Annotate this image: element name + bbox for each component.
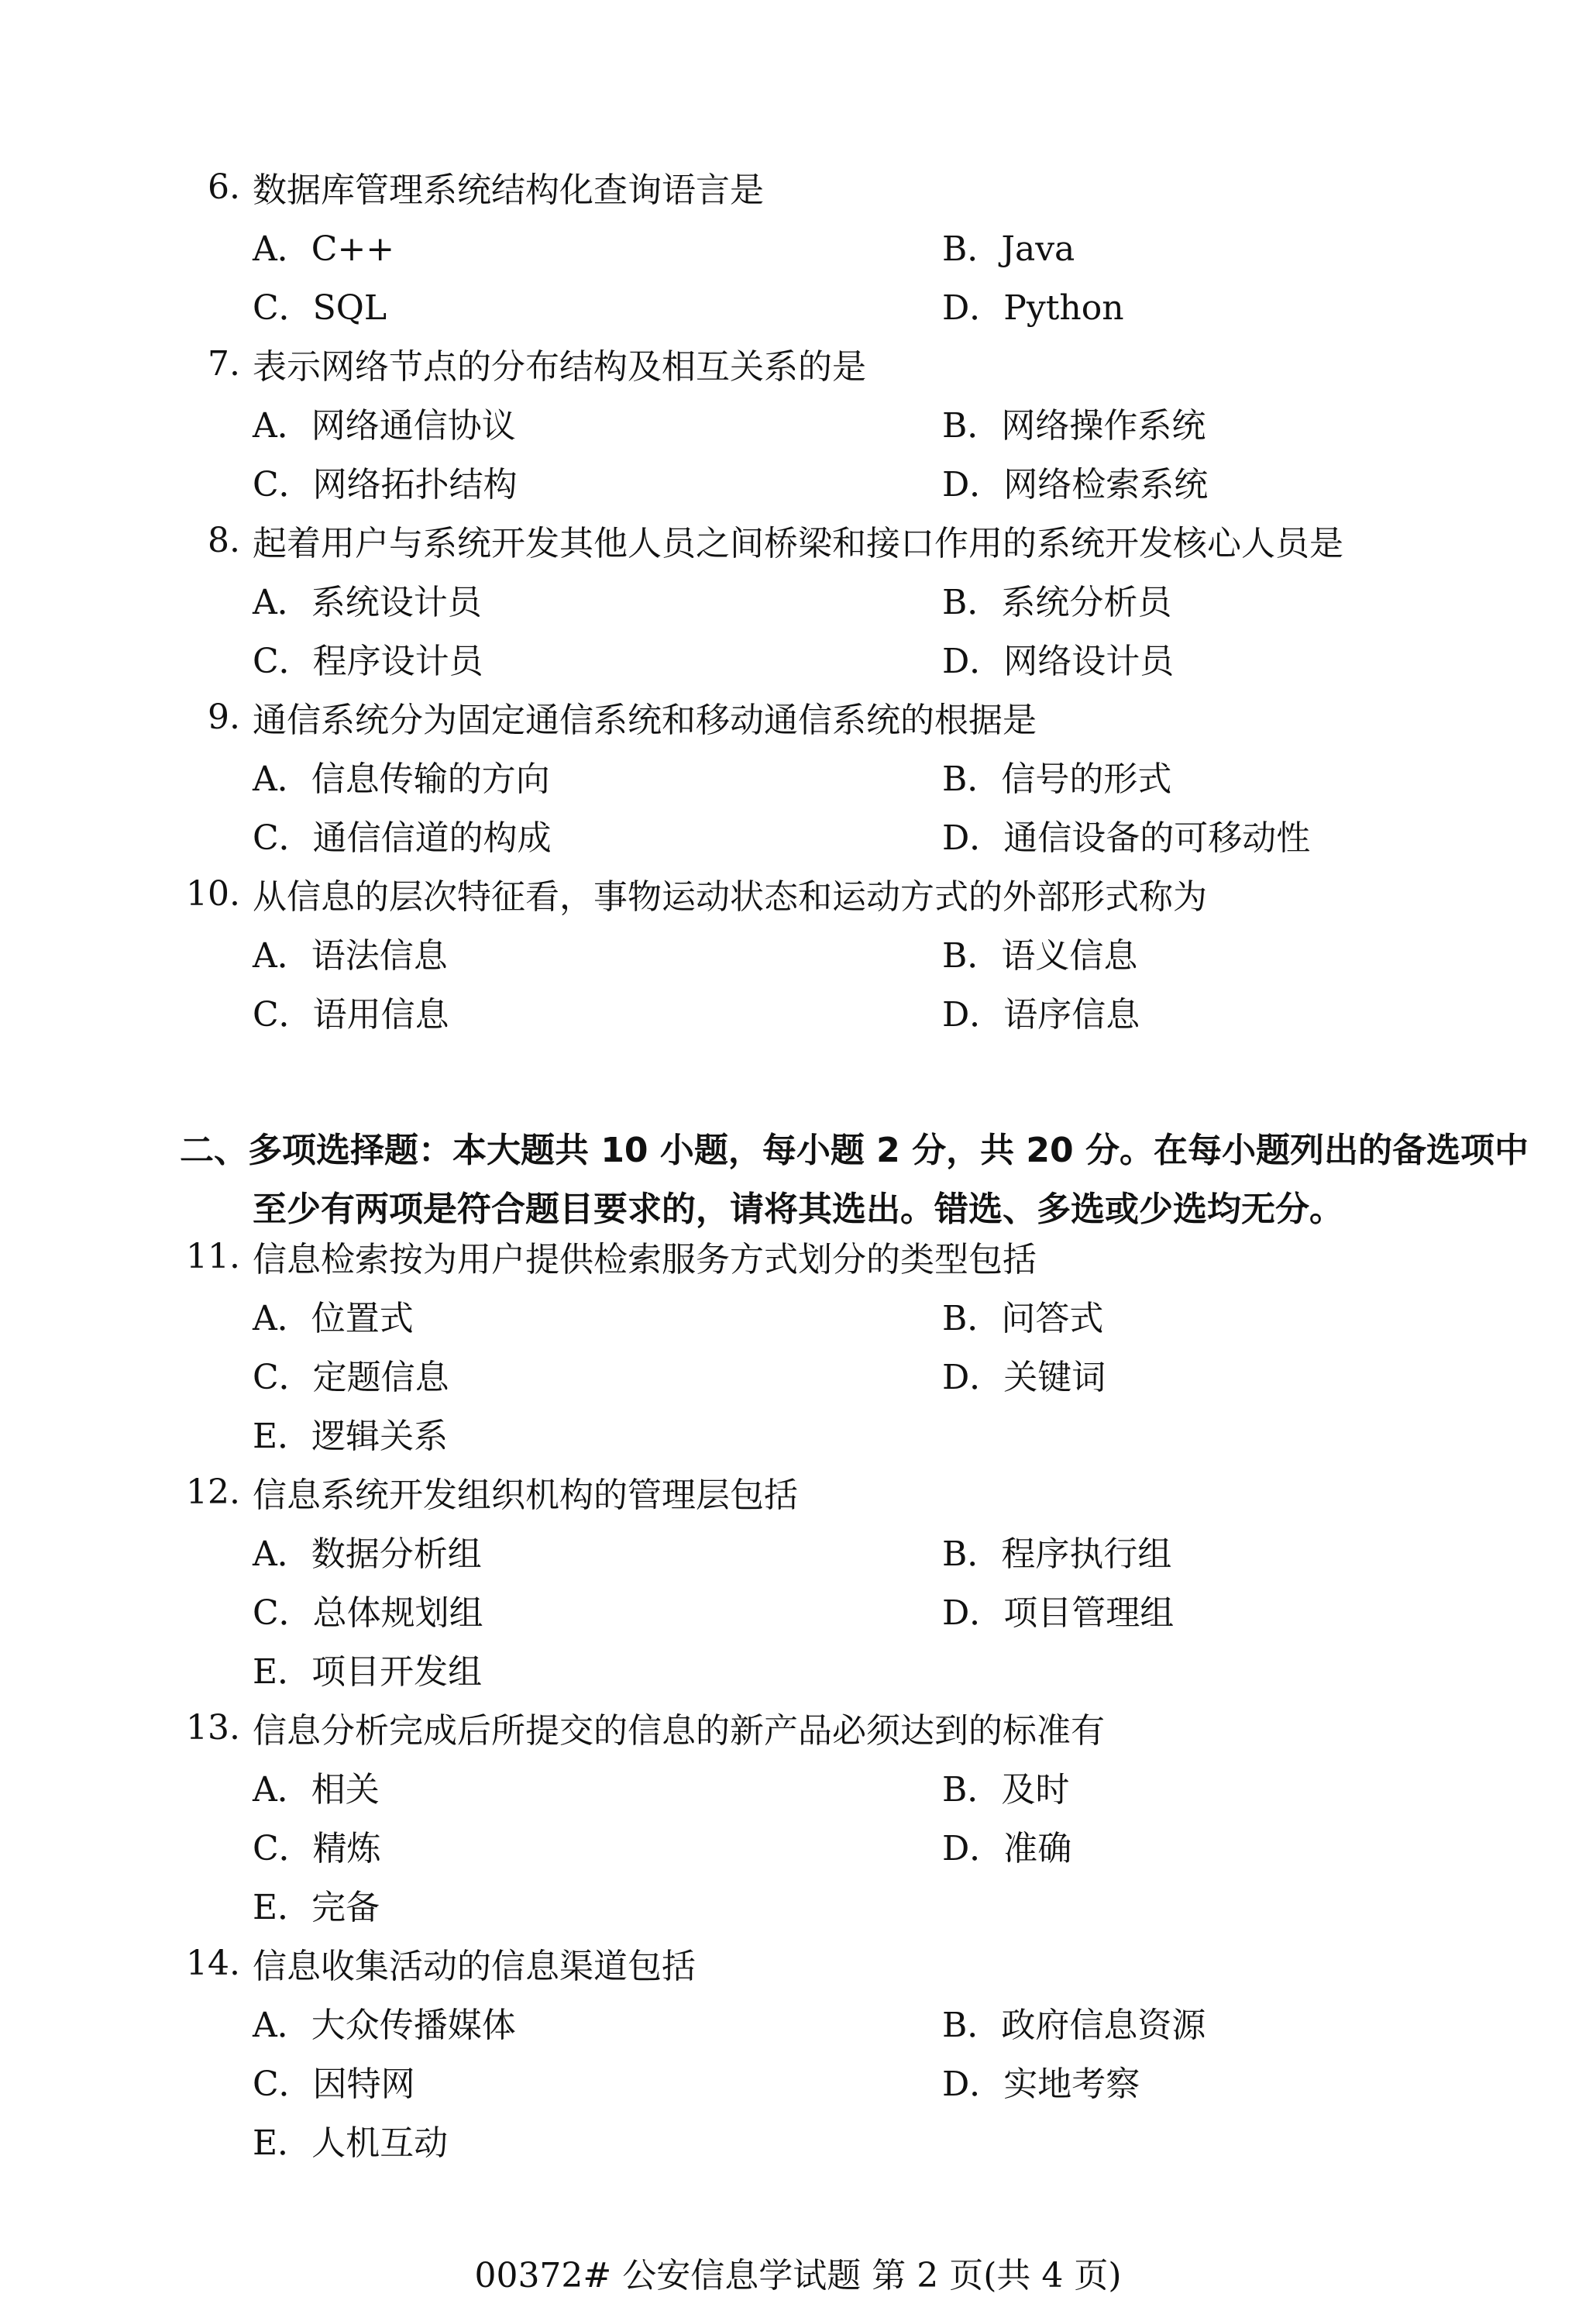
option-a: A．位置式 <box>253 1299 414 1338</box>
page-footer: 00372# 公安信息学试题 第 2 页(共 4 页) <box>474 2256 1122 2295</box>
option-b: B．程序执行组 <box>942 1534 1172 1574</box>
option-a: A．大众传播媒体 <box>253 2006 516 2045</box>
option-d: D．实地考察 <box>942 2065 1140 2104</box>
question-number: 7. <box>208 343 240 384</box>
option-d: D．网络检索系统 <box>942 465 1209 505</box>
option-c: C．定题信息 <box>253 1358 449 1397</box>
option-d: D．项目管理组 <box>942 1593 1175 1633</box>
question-number: 12. <box>186 1472 240 1512</box>
option-c: C．因特网 <box>253 2065 415 2104</box>
option-a: A．系统设计员 <box>253 583 482 622</box>
option-a: A．C++ <box>253 229 395 269</box>
question-text: 信息分析完成后所提交的信息的新产品必须达到的标准有 <box>253 1711 1105 1751</box>
question-text: 信息系统开发组织机构的管理层包括 <box>253 1476 798 1515</box>
question-number: 14. <box>186 1943 240 1983</box>
question-text: 起着用户与系统开发其他人员之间桥梁和接口作用的系统开发核心人员是 <box>253 524 1343 563</box>
question-number: 9. <box>208 697 240 737</box>
question-text: 从信息的层次特征看，事物运动状态和运动方式的外部形式称为 <box>253 877 1207 917</box>
option-c: C．总体规划组 <box>253 1593 483 1633</box>
option-a: A．语法信息 <box>253 936 448 976</box>
option-c: C．程序设计员 <box>253 642 483 681</box>
question-text: 数据库管理系统结构化查询语言是 <box>253 170 764 210</box>
question-number: 10. <box>186 873 240 914</box>
option-b: B．信号的形式 <box>942 759 1172 799</box>
option-d: D．通信设备的可移动性 <box>942 818 1311 858</box>
option-c: C．SQL <box>253 288 387 328</box>
option-d: D．关键词 <box>942 1358 1106 1397</box>
section-heading-line-2: 至少有两项是符合题目要求的，请将其选出。错选、多选或少选均无分。 <box>253 1190 1343 1229</box>
option-c: C．通信信道的构成 <box>253 818 552 858</box>
option-a: A．相关 <box>253 1770 380 1810</box>
question-text: 信息检索按为用户提供检索服务方式划分的类型包括 <box>253 1240 1037 1279</box>
option-c: C．精炼 <box>253 1829 381 1868</box>
option-e: E．项目开发组 <box>253 1652 483 1692</box>
option-a: A．数据分析组 <box>253 1534 482 1574</box>
option-b: B．网络操作系统 <box>942 406 1206 446</box>
option-b: B．问答式 <box>942 1299 1104 1338</box>
option-e: E．逻辑关系 <box>253 1417 449 1456</box>
option-d: D．网络设计员 <box>942 642 1175 681</box>
question-text: 表示网络节点的分布结构及相互关系的是 <box>253 347 866 387</box>
question-number: 8. <box>208 520 240 560</box>
section-heading-line-1: 二、多项选择题：本大题共 10 小题，每小题 2 分，共 20 分。在每小题列出的备选项中 <box>180 1131 1529 1170</box>
option-c: C．语用信息 <box>253 995 449 1035</box>
question-text: 信息收集活动的信息渠道包括 <box>253 1947 696 1986</box>
option-b: B．Java <box>942 229 1075 269</box>
option-e: E．完备 <box>253 1888 380 1927</box>
option-e: E．人机互动 <box>253 2123 449 2163</box>
question-number: 6. <box>208 167 240 207</box>
question-text: 通信系统分为固定通信系统和移动通信系统的根据是 <box>253 701 1037 740</box>
question-number: 11. <box>186 1236 240 1276</box>
option-b: B．语义信息 <box>942 936 1138 976</box>
option-b: B．系统分析员 <box>942 583 1172 622</box>
option-a: A．网络通信协议 <box>253 406 516 446</box>
option-b: B．及时 <box>942 1770 1070 1810</box>
option-c: C．网络拓扑结构 <box>253 465 518 505</box>
option-d: D．准确 <box>942 1829 1072 1868</box>
option-d: D．Python <box>942 288 1124 328</box>
option-d: D．语序信息 <box>942 995 1140 1035</box>
question-number: 13. <box>186 1707 240 1748</box>
option-a: A．信息传输的方向 <box>253 759 550 799</box>
option-b: B．政府信息资源 <box>942 2006 1206 2045</box>
